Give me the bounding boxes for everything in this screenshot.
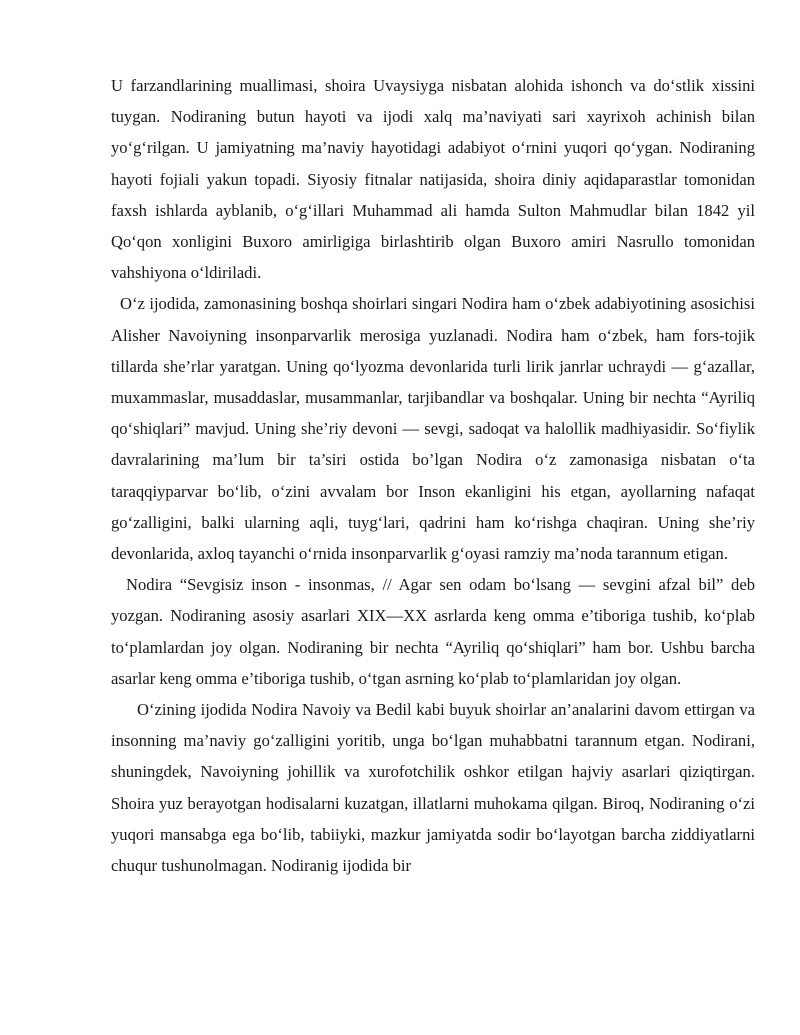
- paragraph-1: U farzandlarining muallimasi, shoira Uvaysiyga nisbatan alohida ishonch va do‘stlik xissini tuygan. Nodiraning butun hayoti va ijodi xalq ma’naviyati sari xayrixoh achinish bilan yo‘g‘rilgan. U jamiyatning ma’naviy hayotidagi adabiyot o‘rnini yuqori qo‘ygan. Nodiraning hayoti fojiali yakun topadi. Siyosiy fitnalar natijasida, shoira diniy aqidaparastlar tomonidan faxsh ishlarda ayblanib, o‘g‘illari Muhammad ali hamda Sulton Mahmudlar bilan 1842 yil Qo‘qon xonligini Buxoro amirligiga birlashtirib olgan Buxoro amiri Nasrullo tomonidan vahshiyona o‘ldiriladi.: [111, 76, 755, 283]
- paragraph-2: O‘z ijodida, zamonasining boshqa shoirlari singari Nodira ham o‘zbek adabiyotining asosichisi Alisher Navoiyning insonparvarlik merosiga yuzlanadi. Nodira ham o‘zbek, ham fors-tojik tillarda she’rlar yaratgan. Uning qo‘lyozma devonlarida turli lirik janrlar uchraydi — g‘azallar, muxammaslar, musaddaslar, musammanlar, tarjibandlar va boshqalar. Uning bir nechta “Ayriliq qo‘shiqlari” mavjud. Uning she’riy devoni — sevgi, sadoqat va halollik madhiyasidir. So‘fiylik davralarining ma’lum bir ta’siri ostida bo’lgan Nodira o‘z zamonasiga nisbatan o‘ta taraqqiyparvar bo‘lib, o‘zini avvalam bor Inson ekanligini his etgan, ayollarning nafaqat go‘zalligini, balki ularning aqli, tuyg‘lari, qadrini ham ko‘rishga chaqiran. Uning she’riy devonlarida, axloq tayanchi o‘rnida insonparvarlik g‘oyasi ramziy ma’noda tarannum etigan.: [111, 294, 755, 564]
- paragraph-3: Nodira “Sevgisiz inson - insonmas, // Agar sen odam bo‘lsang — sevgini afzal bil” deb yozgan. Nodiraning asosiy asarlari XIX—XX asrlarda keng omma e’tiboriga tushib, ko‘plab to‘plamlardan joy olgan. Nodiraning bir nechta “Ayriliq qo‘shiqlari” ham bor. Ushbu barcha asarlar keng omma e’tiboriga tushib, o‘tgan asrning ko‘plab to‘plamlaridan joy olgan.: [111, 575, 755, 688]
- paragraph-4: O‘zining ijodida Nodira Navoiy va Bedil kabi buyuk shoirlar an’analarini davom ettirgan va insonning ma’naviy go‘zalligini yoritib, unga bo‘lgan muhabbatni tarannum etgan. Nodirani, shuningdek, Navoiyning johillik va xurofotchilik oshkor etilgan hajviy asarlari qiziqtirgan. Shoira yuz berayotgan hodisalarni kuzatgan, illatlarni muhokama qilgan. Biroq, Nodiraning o‘zi yuqori mansabga ega bo‘lib, tabiiyki, mazkur jamiyatda sodir bo‘layotgan barcha ziddiyatlarni chuqur tushunolmagan. Nodiranig ijodida bir: [111, 700, 755, 876]
- document-page: [111, 70, 755, 881]
